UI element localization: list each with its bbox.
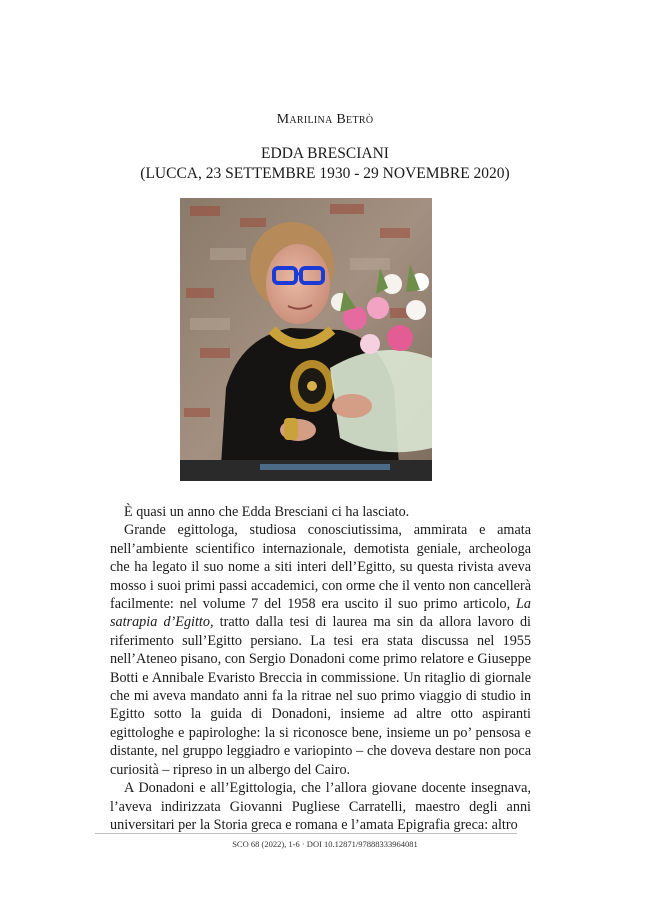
paragraph-2: [110, 521, 531, 779]
paragraph-2-part-b: , tratto dalla tesi di laurea ma sin da allora lavoro di riferimento sull’Egitto persiano. La tesi era stata discussa nel 1955 nell’Ateneo pisano, con Sergio Donadoni come primo relatore e Giuseppe Botti e Annibale Evaristo Breccia in commissione. Un ritaglio di giornale che mi aveva mandato anni fa la ritrae nel suo primo viaggio di studio in Egitto sotto la guida di Donadoni, insieme ad altre otto aspiranti egittologhe e papirologhe: la si riconosce bene, insieme un po’ pensosa e distante, nel gruppo leggiadro e variopinto – che doveva destare non poca curiosità – ripreso in un albergo del Cairo.: [110, 614, 531, 778]
portrait-photo: [180, 198, 432, 481]
paragraph-2-part-a: Grande egittologa, studiosa conosciutissima, ammirata e amata nell’ambiente scientifico internazionale, demotista geniale, archeologa che ha legato il suo nome a siti interi dell’Egitto, su questa rivista aveva mosso i suoi primi passi accademici, con orme che il vento non cancellerà facilmente: nel volume 7 del 1958 era uscito il suo primo articolo,: [110, 522, 531, 613]
page-footer: SCO 68 (2022), 1-6 · DOI 10.12871/97888333964081: [232, 839, 418, 849]
title-dates: (LUCCA, 23 SETTEMBRE 1930 - 29 NOVEMBRE 2020): [140, 165, 510, 182]
article-title-italic: La satrapia d’Egitto: [110, 596, 531, 631]
paragraph-3: A Donadoni e all’Egittologia, che l’allora giovane docente insegnava, l’aveva indirizzata Giovanni Pugliese Carratelli, maestro degli anni universitari per la Storia greca e romana e l’amata Epigrafia greca: altro: [110, 780, 531, 833]
article-body: [110, 503, 531, 834]
footer-rule: [95, 833, 517, 834]
article-title: [0, 144, 650, 184]
title-name: EDDA BRESCIANI: [261, 145, 389, 162]
author-name: Marilina Betrò: [276, 112, 374, 127]
paragraph-1: È quasi un anno che Edda Bresciani ci ha lasciato.: [124, 504, 410, 520]
